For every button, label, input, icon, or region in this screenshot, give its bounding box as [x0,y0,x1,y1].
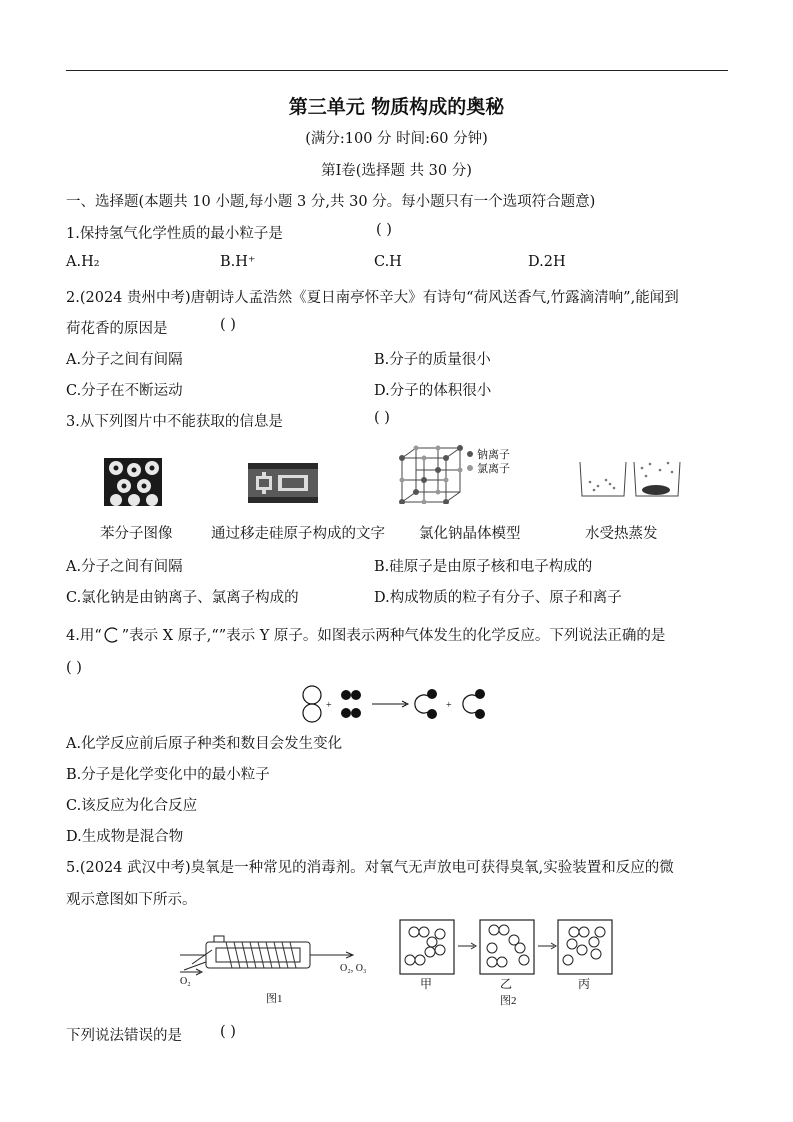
ozone-micro-diagram [396,918,626,1010]
fig1-outlet-label: O₂, O₃ [340,963,367,974]
svg-text:+: + [446,700,452,711]
fig2-label-bing: 丙 [578,977,591,991]
caption-benzene: 苯分子图像 [100,526,173,542]
q3-answer-paren: ( ) [374,410,390,426]
legend-sodium-ion: 钠离子 [477,449,510,461]
x-atom-symbol-icon [102,626,122,644]
q3-option-d: D.构成物质的粒子有分子、原子和离子 [374,590,622,606]
caption-nacl: 氯化钠晶体模型 [419,526,521,542]
q5-question: 下列说法错误的是 [66,1028,182,1044]
q4-stem-part1: 4.用“ [66,628,102,644]
q3-option-c: C.氯化钠是由钠离子、氯离子构成的 [66,590,299,606]
q1-option-a: A.H₂ [66,254,100,270]
water-evaporation-image [576,458,686,500]
page-title: 第三单元 物质构成的奥秘 [288,96,505,118]
q2-option-b: B.分子的质量很小 [374,352,491,368]
fig2-label-jia: 甲 [420,977,433,991]
q5-answer-paren: ( ) [220,1024,236,1040]
q3-stem: 3.从下列图片中不能获取的信息是 [66,414,283,430]
legend-chloride-ion: 氯离子 [477,463,510,475]
q2-answer-paren: ( ) [220,317,236,333]
q1-option-d: D.2H [528,254,566,270]
q1-stem: 1.保持氢气化学性质的最小粒子是 [66,226,283,242]
q2-option-c: C.分子在不断运动 [66,383,183,399]
q4-stem [66,624,665,645]
q5-stem-line2: 观示意图如下所示。 [66,892,197,908]
q1-option-b: B.H⁺ [220,254,256,270]
q4-option-c: C.该反应为化合反应 [66,798,198,814]
q2-option-a: A.分子之间有间隔 [66,352,183,368]
benzene-image [104,458,162,506]
q3-option-a: A.分子之间有间隔 [66,559,183,575]
q1-answer-paren: ( ) [376,222,392,238]
caption-evaporation: 水受热蒸发 [585,526,658,542]
reaction-diagram [298,684,498,724]
q4-option-a: A.化学反应前后原子种类和数目会发生变化 [66,736,343,752]
q2-stem-line2: 荷花香的原因是 [66,321,168,337]
fig2-caption: 图2 [500,995,517,1007]
q2-stem-line1: 2.(2024 贵州中考)唐朝诗人孟浩然《夏日南亭怀辛大》有诗句“荷风送香气,竹露滴清响”,能闻到 [66,290,679,306]
q4-stem-part2: ”表示 X 原子,“”表示 Y 原子。如图表示两种气体发生的化学反应。下列说法正确的是 [121,628,666,644]
q4-answer-paren: ( ) [66,660,82,676]
q4-option-b: B.分子是化学变化中的最小粒子 [66,767,270,783]
exam-meta: (满分:100 分 时间:60 分钟) [305,131,488,147]
q5-stem-line1: 5.(2024 武汉中考)臭氧是一种常见的消毒剂。对氧气无声放电可获得臭氧,实验装置和反应的微 [66,860,674,876]
ozone-apparatus-figure [176,928,386,1006]
header-rule [66,70,728,71]
svg-text:+: + [326,700,332,711]
silicon-atoms-image [248,463,318,503]
nacl-crystal-model [398,444,528,504]
q3-option-b: B.硅原子是由原子核和电子构成的 [374,559,593,575]
caption-silicon: 通过移走硅原子构成的文字 [211,526,385,542]
section-heading: 第Ⅰ卷(选择题 共 30 分) [321,163,472,179]
fig1-inlet-label: O₂ [180,976,191,987]
fig1-caption: 图1 [266,993,283,1005]
q2-option-d: D.分子的体积很小 [374,383,492,399]
q1-option-c: C.H [374,254,402,270]
fig2-label-yi: 乙 [500,977,513,991]
q4-option-d: D.生成物是混合物 [66,829,184,845]
instructions: 一、选择题(本题共 10 小题,每小题 3 分,共 30 分。每小题只有一个选项符合题意) [66,194,596,210]
